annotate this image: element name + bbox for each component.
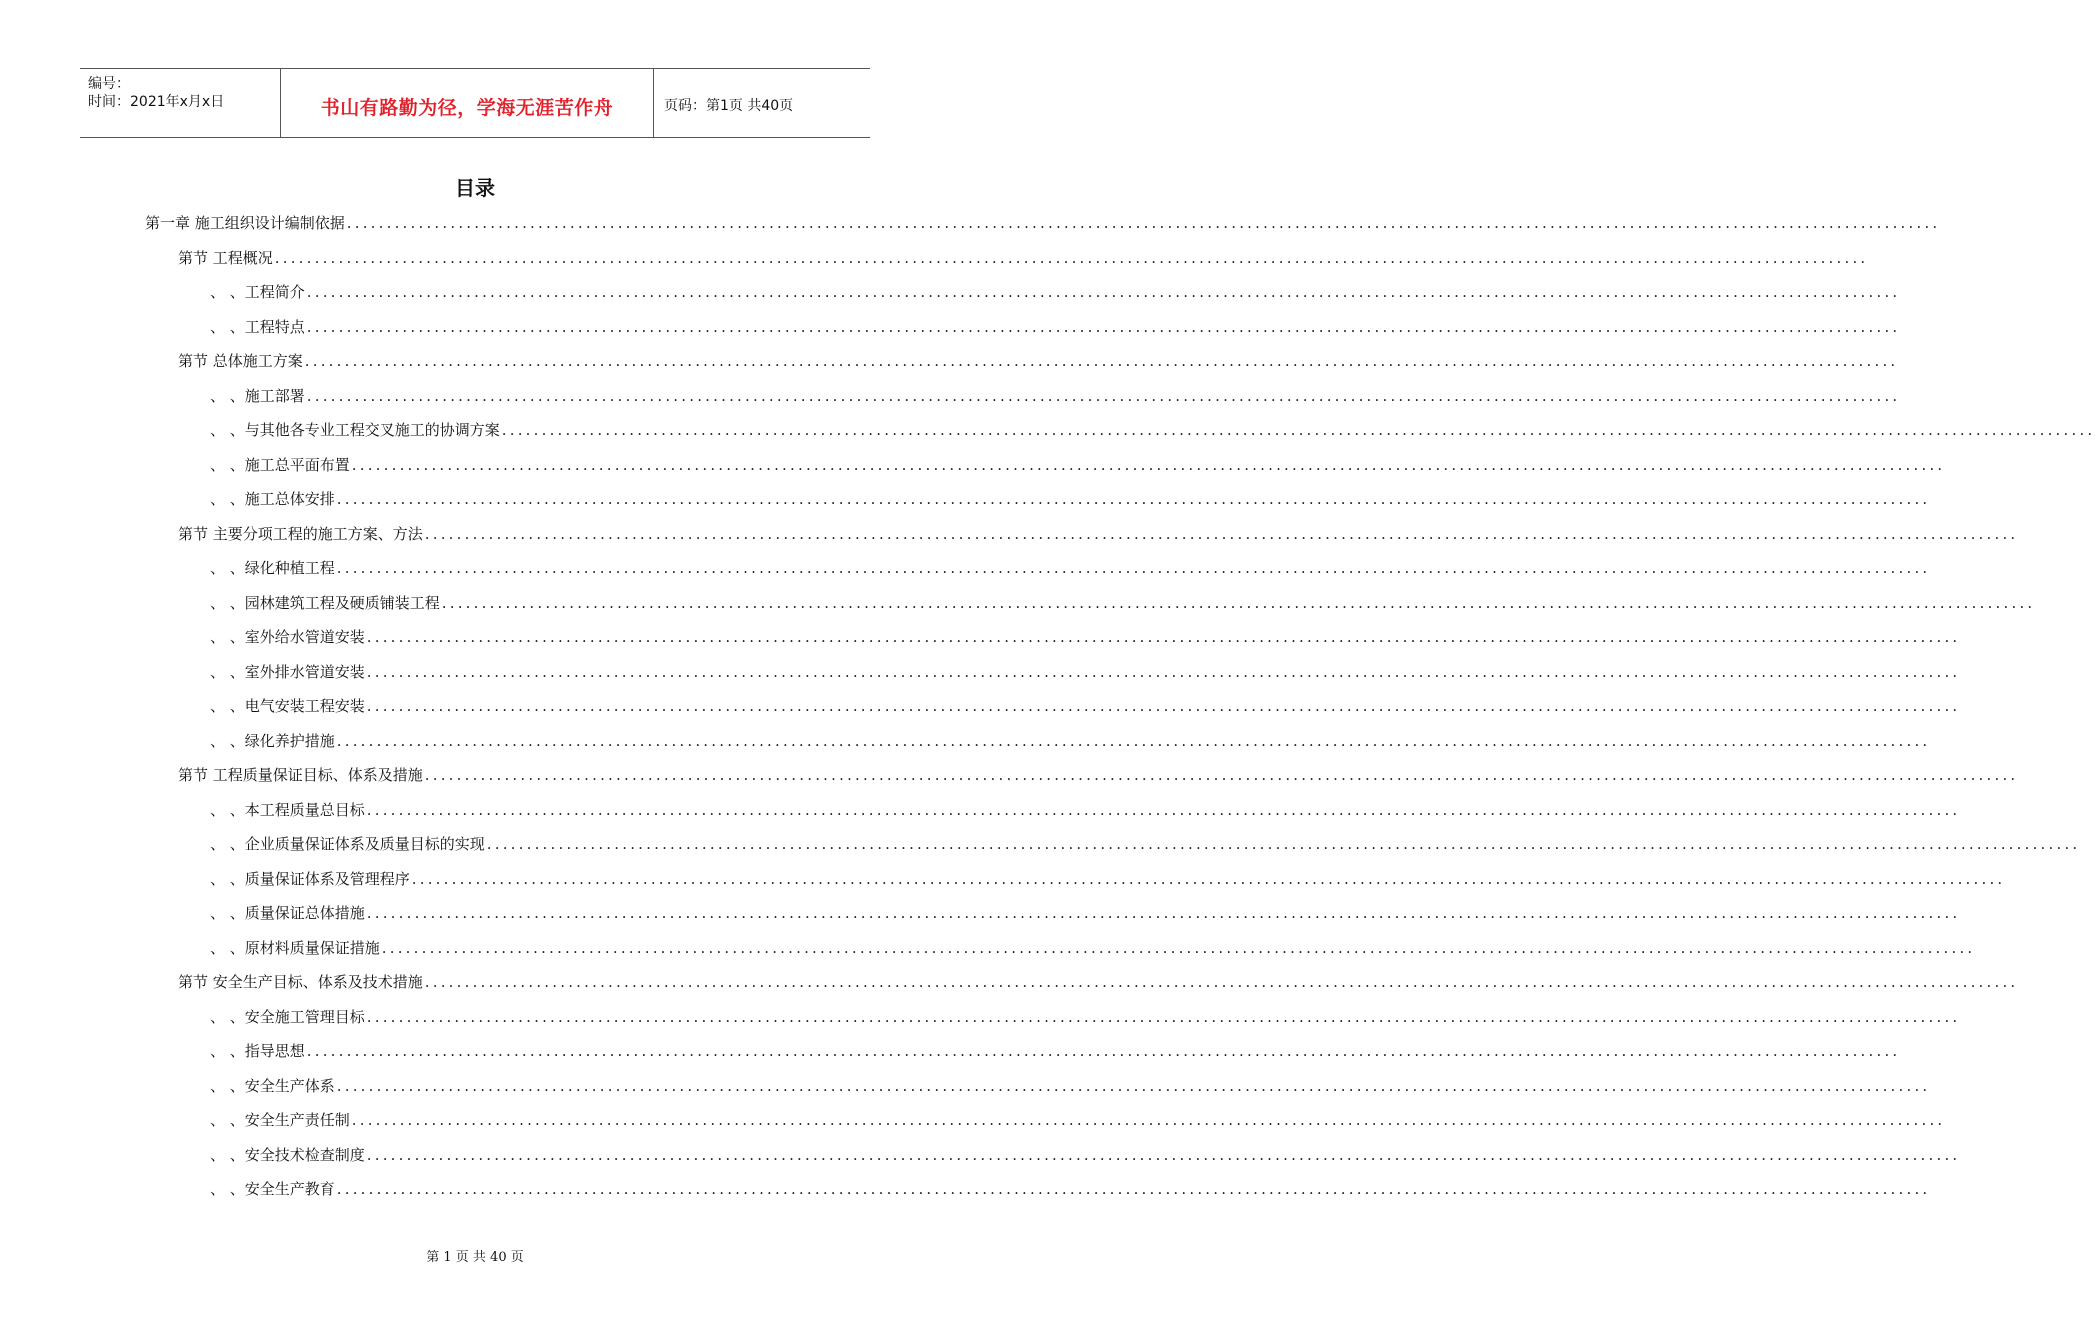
toc-entry-text: 、 、室外排水管道安装 (210, 662, 365, 681)
toc-leader-dots: ........................................................................................................................................................................................................ (366, 800, 1961, 819)
toc-leader-dots: ........................................................................................................................................................................................................ (366, 1007, 1961, 1026)
toc-entry-text: 第节 工程概况 (178, 248, 273, 267)
toc-entry[interactable] (210, 830, 2081, 854)
toc-entry-text: 、 、企业质量保证体系及质量目标的实现 (210, 835, 485, 853)
toc-leader-dots: ........................................................................................................................................................................................................ (306, 283, 1901, 301)
toc-leader-dots: ........................................................................................................................................................................................................ (336, 1076, 1931, 1095)
toc-entry-text: 第一章 施工组织设计编制依据 (145, 214, 345, 232)
toc-entry[interactable] (145, 209, 1941, 233)
toc-leader-dots: ........................................................................................................................................................................................................ (306, 1042, 1901, 1060)
toc-leader-dots: ........................................................................................................................................................................................................ (381, 938, 1976, 957)
toc-entry[interactable] (178, 761, 2019, 785)
toc-entry-text: 、 、质量保证总体措施 (210, 904, 365, 922)
header-meta (80, 69, 281, 137)
toc-entry-text: 、 、施工部署 (210, 386, 305, 405)
toc-leader-dots: ........................................................................................................................................................................................................ (336, 731, 1931, 750)
page-info: 页码：第1页 共40页 (664, 98, 794, 114)
toc-entry[interactable] (210, 1141, 1961, 1165)
toc-entry-text: 、 、原材料质量保证措施 (210, 938, 380, 957)
toc-leader-dots: ........................................................................................................................................................................................................ (366, 904, 1961, 922)
toc-leader-dots: ........................................................................................................................................................................................................ (336, 490, 1931, 508)
toc-leader-dots: ........................................................................................................................................................................................................ (274, 248, 1869, 267)
toc-leader-dots: ........................................................................................................................................................................................................ (306, 386, 1901, 405)
time-label: 时间：2021年x月x日 (88, 94, 225, 110)
toc-entry[interactable] (210, 623, 1961, 647)
toc-entry[interactable] (210, 796, 1961, 820)
toc-entry[interactable] (178, 520, 2019, 544)
toc-leader-dots: ........................................................................................................................................................................................................ (336, 1180, 1931, 1198)
toc-entry[interactable] (210, 278, 1901, 302)
toc-entry[interactable] (210, 1072, 1931, 1096)
toc-entry-text: 第节 安全生产目标、体系及技术措施 (178, 973, 423, 991)
toc-entry[interactable] (210, 382, 1901, 406)
toc-entry-text: 、 、施工总体安排 (210, 490, 335, 508)
toc-entry-text: 、 、施工总平面布置 (210, 455, 350, 474)
toc-entry[interactable] (210, 865, 2006, 889)
toc-leader-dots: ........................................................................................................................................................................................................ (366, 1145, 1961, 1164)
toc-entry-text: 、 、安全技术检查制度 (210, 1145, 365, 1164)
toc-entry[interactable] (210, 692, 1961, 716)
toc-entry-text: 、 、与其他各专业工程交叉施工的协调方案 (210, 421, 500, 439)
header-slogan-cell (281, 69, 654, 137)
toc-entry[interactable] (210, 934, 1976, 958)
toc-entry-text: 、 、电气安装工程安装 (210, 697, 365, 715)
toc-entry-text: 、 、本工程质量总目标 (210, 800, 365, 819)
toc-entry[interactable] (210, 658, 1961, 682)
toc-entry[interactable] (210, 727, 1931, 751)
toc-entry[interactable] (210, 451, 1946, 475)
toc-entry[interactable] (210, 1106, 1946, 1130)
toc-entry-text: 、 、安全生产责任制 (210, 1111, 350, 1129)
toc-entry[interactable] (210, 1003, 1961, 1027)
toc-entry-text: 第节 主要分项工程的施工方案、方法 (178, 524, 423, 543)
toc-entry-text: 、 、绿化养护措施 (210, 731, 335, 750)
toc-leader-dots: ........................................................................................................................................................................................................ (366, 697, 1961, 715)
toc-leader-dots: ........................................................................................................................................................................................................ (366, 662, 1961, 681)
toc-entry[interactable] (210, 1175, 1931, 1199)
toc-entry-text: 第节 总体施工方案 (178, 352, 303, 370)
toc-title: 目录 (455, 176, 495, 200)
toc-entry-text: 、 、安全生产体系 (210, 1076, 335, 1095)
toc-entry-text: 、 、指导思想 (210, 1042, 305, 1060)
toc-entry-text: 、 、工程简介 (210, 283, 305, 301)
toc-entry[interactable] (210, 554, 1931, 578)
toc-entry[interactable] (210, 589, 2036, 613)
toc-leader-dots: ........................................................................................................................................................................................................ (486, 835, 2081, 853)
toc-entry[interactable] (210, 416, 2095, 440)
toc-entry[interactable] (210, 899, 1961, 923)
toc-leader-dots: ........................................................................................................................................................................................................ (424, 524, 2019, 543)
toc-entry-text: 、 、室外给水管道安装 (210, 628, 365, 646)
toc-entry[interactable] (178, 244, 1869, 268)
page-footer: 第 1 页 共 40 页 (426, 1250, 524, 1265)
toc-entry-text: 、 、园林建筑工程及硬质铺装工程 (210, 593, 440, 612)
toc-entry-text: 、 、质量保证体系及管理程序 (210, 869, 410, 888)
toc-leader-dots: ........................................................................................................................................................................................................ (424, 766, 2019, 784)
toc-leader-dots: ........................................................................................................................................................................................................ (424, 973, 2019, 991)
toc-leader-dots: ........................................................................................................................................................................................................ (501, 421, 2095, 439)
slogan: 书山有路勤为径，学海无涯苦作舟 (320, 96, 614, 119)
toc-leader-dots: ........................................................................................................................................................................................................ (346, 214, 1941, 232)
toc-leader-dots: ........................................................................................................................................................................................................ (306, 317, 1901, 336)
toc-entry[interactable] (210, 1037, 1901, 1061)
toc-leader-dots: ........................................................................................................................................................................................................ (351, 455, 1946, 474)
toc-entry-text: 第节 工程质量保证目标、体系及措施 (178, 766, 423, 784)
toc-leader-dots: ........................................................................................................................................................................................................ (336, 559, 1931, 577)
toc-entry[interactable] (178, 347, 1899, 371)
toc-entry[interactable] (210, 485, 1931, 509)
page-header (80, 68, 870, 138)
toc-entry-text: 、 、工程特点 (210, 317, 305, 336)
number-label: 编号： (88, 76, 130, 92)
toc-leader-dots: ........................................................................................................................................................................................................ (411, 869, 2006, 888)
toc-entry[interactable] (178, 968, 2019, 992)
toc-entry[interactable] (210, 313, 1901, 337)
header-page-info-cell (654, 69, 870, 137)
toc-entry-text: 、 、绿化种植工程 (210, 559, 335, 577)
toc-leader-dots: ........................................................................................................................................................................................................ (351, 1111, 1946, 1129)
toc-entry-text: 、 、安全生产教育 (210, 1180, 335, 1198)
toc-entry-text: 、 、安全施工管理目标 (210, 1007, 365, 1026)
toc-leader-dots: ........................................................................................................................................................................................................ (366, 628, 1961, 646)
toc-leader-dots: ........................................................................................................................................................................................................ (304, 352, 1899, 370)
toc-leader-dots: ........................................................................................................................................................................................................ (441, 593, 2036, 612)
